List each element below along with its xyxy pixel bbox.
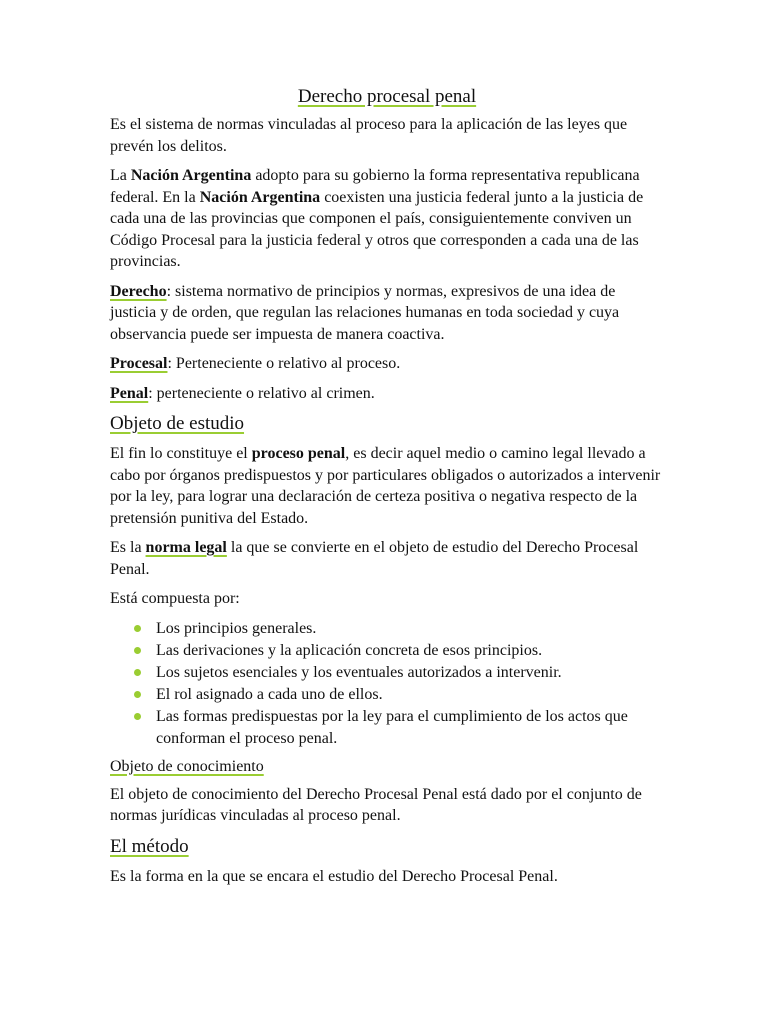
- heading-objeto-estudio-text: Objeto de estudio: [110, 413, 245, 434]
- list-item-text: Las formas predispuestas por la ley para el cumplimiento de los actos que conforman el proceso penal.: [156, 707, 628, 747]
- definition-procesal: [110, 353, 664, 375]
- heading-metodo-text: El método: [110, 835, 189, 857]
- list-item: [134, 640, 664, 662]
- norma-legal-paragraph: [110, 537, 664, 580]
- nacion-bold-1: Nación Argentina: [130, 167, 252, 184]
- definition-term: Derecho: [110, 282, 167, 300]
- norma-bold: norma legal: [145, 539, 227, 556]
- definition-term: Penal: [110, 384, 149, 402]
- compuesta-paragraph: Está compuesta por:: [110, 590, 240, 607]
- definition-term: Procesal: [110, 355, 168, 372]
- list-item: [134, 684, 664, 706]
- heading-objeto-conocimiento: [110, 756, 664, 778]
- nacion-paragraph: [110, 165, 664, 273]
- list-item-text: Las derivaciones y la aplicación concreta de esos principios.: [156, 641, 543, 659]
- definition-text: : sistema normativo de principios y normas, expresivos de una idea de justicia y de orden, que regulan las relaciones humanas en toda sociedad y cuya observancia puede ser impuesta de manera coactiva.: [110, 282, 620, 343]
- objeto-conocimiento-paragraph: El objeto de conocimiento del Derecho Procesal Penal está dado por el conjunto de normas jurídicas vinculadas al proceso penal.: [110, 785, 642, 824]
- heading-metodo: [110, 835, 664, 859]
- list-item: [134, 706, 664, 750]
- definition-penal: [110, 383, 664, 405]
- list-item-text: El rol asignado a cada uno de ellos.: [156, 685, 383, 703]
- nacion-text-3: coexisten una justicia federal junto a la justicia de cada una de las provincias que componen el país, consiguientemente conviven un Código Procesal para la justicia federal y otros que corresponden a cada una de las provincias.: [110, 188, 644, 270]
- components-list: [110, 618, 664, 750]
- objeto-estudio-paragraph: [110, 443, 664, 529]
- intro-paragraph: Es el sistema de normas vinculadas al proceso para la aplicación de las leyes que prevén los delitos.: [110, 116, 628, 155]
- list-item-text: Los sujetos esenciales y los eventuales autorizados a intervenir.: [156, 663, 562, 681]
- norma-text-2: la que se convierte en el objeto de estudio del Derecho Procesal Penal.: [110, 539, 639, 578]
- heading-objeto-estudio: [110, 412, 664, 436]
- definition-derecho: [110, 281, 664, 346]
- bullet-dot-icon: [134, 713, 141, 720]
- heading-objeto-conocimiento-text: Objeto de conocimiento: [110, 757, 264, 775]
- page-title-text: Derecho procesal penal: [297, 86, 477, 107]
- definition-text: : Perteneciente o relativo al proceso.: [167, 355, 401, 372]
- page-title: [110, 84, 664, 110]
- nacion-text-1: La: [110, 167, 131, 184]
- bullet-dot-icon: [134, 669, 141, 676]
- nacion-bold-2: Nación Argentina: [199, 188, 321, 206]
- bullet-dot-icon: [134, 625, 141, 632]
- list-item-text: Los principios generales.: [156, 619, 317, 637]
- objeto-text-1: El fin lo constituye el: [110, 445, 252, 462]
- objeto-bold-1: proceso penal: [251, 445, 346, 462]
- nacion-text-2: adopto para su gobierno la forma representativa republicana federal. En la: [110, 167, 640, 206]
- metodo-paragraph: Es la forma en la que se encara el estudio del Derecho Procesal Penal.: [110, 867, 558, 885]
- list-item: [134, 618, 664, 640]
- definition-text: : perteneciente o relativo al crimen.: [148, 384, 375, 402]
- norma-text-1: Es la: [110, 539, 146, 556]
- bullet-dot-icon: [134, 691, 141, 698]
- bullet-dot-icon: [134, 647, 141, 654]
- list-item: [134, 662, 664, 684]
- objeto-text-2: , es decir aquel medio o camino legal llevado a cabo por órganos predispuestos y por particulares obligados o autorizados a intervenir por la ley, para lograr una declaración de certeza positiva o negativa respecto de la pretensión punitiva del Estado.: [110, 445, 661, 527]
